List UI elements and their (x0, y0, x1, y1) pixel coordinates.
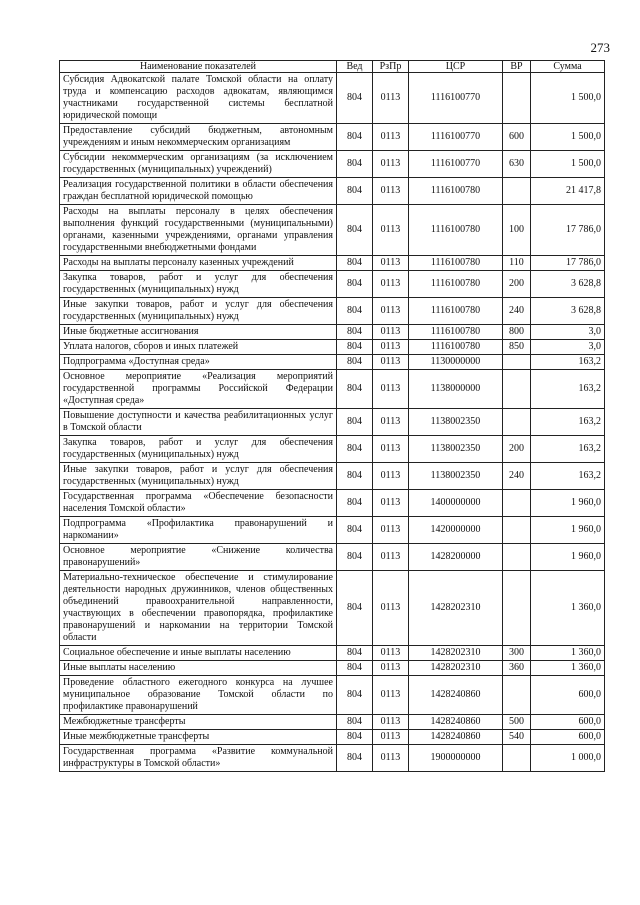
row-rzpr: 0113 (373, 73, 409, 124)
row-vr: 240 (503, 298, 531, 325)
row-csr: 1116100770 (409, 151, 503, 178)
row-name: Проведение областного ежегодного конкурса на лучшее муниципальное образование Томской области по профилактике правонарушений (60, 676, 337, 715)
row-csr: 1138000000 (409, 370, 503, 409)
page-number: 273 (590, 40, 610, 55)
row-sum: 1 000,0 (531, 745, 605, 772)
row-rzpr: 0113 (373, 463, 409, 490)
table-row (60, 370, 605, 409)
header-ved: Вед (337, 61, 373, 73)
row-sum: 163,2 (531, 409, 605, 436)
row-ved: 804 (337, 73, 373, 124)
row-rzpr: 0113 (373, 256, 409, 271)
row-name: Уплата налогов, сборов и иных платежей (60, 340, 337, 355)
row-vr (503, 178, 531, 205)
row-ved: 804 (337, 517, 373, 544)
table-row (60, 490, 605, 517)
row-rzpr: 0113 (373, 571, 409, 646)
row-sum: 3,0 (531, 340, 605, 355)
row-ved: 804 (337, 646, 373, 661)
table-row (60, 256, 605, 271)
row-name: Иные закупки товаров, работ и услуг для обеспечения государственных (муниципальных) нужд (60, 298, 337, 325)
row-sum: 1 960,0 (531, 517, 605, 544)
table-row (60, 544, 605, 571)
row-csr: 1138002350 (409, 409, 503, 436)
row-rzpr: 0113 (373, 124, 409, 151)
row-name: Иные бюджетные ассигнования (60, 325, 337, 340)
row-ved: 804 (337, 151, 373, 178)
table-row (60, 661, 605, 676)
row-sum: 600,0 (531, 730, 605, 745)
table-row (60, 676, 605, 715)
row-rzpr: 0113 (373, 271, 409, 298)
row-csr: 1428202310 (409, 571, 503, 646)
row-ved: 804 (337, 124, 373, 151)
row-rzpr: 0113 (373, 745, 409, 772)
row-ved: 804 (337, 436, 373, 463)
row-rzpr: 0113 (373, 370, 409, 409)
table-row (60, 517, 605, 544)
row-csr: 1428240860 (409, 730, 503, 745)
table-row (60, 571, 605, 646)
row-rzpr: 0113 (373, 544, 409, 571)
row-vr: 300 (503, 646, 531, 661)
row-csr: 1116100770 (409, 73, 503, 124)
row-ved: 804 (337, 409, 373, 436)
table-row (60, 436, 605, 463)
row-sum: 1 500,0 (531, 124, 605, 151)
row-sum: 3 628,8 (531, 271, 605, 298)
row-csr: 1428202310 (409, 646, 503, 661)
row-name: Расходы на выплаты персоналу казенных учреждений (60, 256, 337, 271)
row-rzpr: 0113 (373, 325, 409, 340)
row-csr: 1428202310 (409, 661, 503, 676)
row-sum: 1 360,0 (531, 571, 605, 646)
row-vr: 360 (503, 661, 531, 676)
row-vr: 500 (503, 715, 531, 730)
row-rzpr: 0113 (373, 715, 409, 730)
row-vr (503, 745, 531, 772)
row-sum: 163,2 (531, 370, 605, 409)
table-row (60, 745, 605, 772)
row-name: Предоставление субсидий бюджетным, автономным учреждениям и иным некоммерческим организациям (60, 124, 337, 151)
row-vr: 200 (503, 436, 531, 463)
row-rzpr: 0113 (373, 205, 409, 256)
table-row (60, 178, 605, 205)
table-row (60, 409, 605, 436)
header-sum: Сумма (531, 61, 605, 73)
row-ved: 804 (337, 715, 373, 730)
row-ved: 804 (337, 490, 373, 517)
row-vr (503, 355, 531, 370)
row-csr: 1130000000 (409, 355, 503, 370)
row-sum: 17 786,0 (531, 256, 605, 271)
table-header-row (60, 61, 605, 73)
row-vr: 200 (503, 271, 531, 298)
row-csr: 1428200000 (409, 544, 503, 571)
row-csr: 1400000000 (409, 490, 503, 517)
row-name: Иные выплаты населению (60, 661, 337, 676)
row-vr: 240 (503, 463, 531, 490)
row-rzpr: 0113 (373, 355, 409, 370)
row-vr (503, 490, 531, 517)
row-rzpr: 0113 (373, 646, 409, 661)
table-row (60, 298, 605, 325)
row-vr (503, 517, 531, 544)
row-name: Государственная программа «Обеспечение безопасности населения Томской области» (60, 490, 337, 517)
row-sum: 3 628,8 (531, 298, 605, 325)
table-row (60, 340, 605, 355)
row-rzpr: 0113 (373, 730, 409, 745)
row-vr: 800 (503, 325, 531, 340)
row-csr: 1138002350 (409, 463, 503, 490)
table-row (60, 325, 605, 340)
table-row (60, 355, 605, 370)
row-csr: 1900000000 (409, 745, 503, 772)
row-name: Основное мероприятие «Реализация мероприятий государственной программы Российской Федерации «Доступная среда» (60, 370, 337, 409)
row-sum: 163,2 (531, 355, 605, 370)
row-name: Субсидия Адвокатской палате Томской области на оплату труда и компенсацию расходов адвокатам, являющимся участниками государственной системы бесплатной юридической помощи (60, 73, 337, 124)
row-name: Иные межбюджетные трансферты (60, 730, 337, 745)
row-name: Закупка товаров, работ и услуг для обеспечения государственных (муниципальных) нужд (60, 271, 337, 298)
row-rzpr: 0113 (373, 409, 409, 436)
row-sum: 1 360,0 (531, 661, 605, 676)
row-ved: 804 (337, 271, 373, 298)
row-csr: 1428240860 (409, 715, 503, 730)
row-csr: 1116100780 (409, 298, 503, 325)
row-ved: 804 (337, 370, 373, 409)
row-sum: 3,0 (531, 325, 605, 340)
row-name: Основное мероприятие «Снижение количества правонарушений» (60, 544, 337, 571)
header-vr: ВР (503, 61, 531, 73)
row-ved: 804 (337, 298, 373, 325)
row-sum: 1 500,0 (531, 151, 605, 178)
row-ved: 804 (337, 676, 373, 715)
table-row (60, 463, 605, 490)
table-row (60, 271, 605, 298)
row-sum: 163,2 (531, 463, 605, 490)
row-sum: 600,0 (531, 676, 605, 715)
row-vr: 110 (503, 256, 531, 271)
row-name: Социальное обеспечение и иные выплаты населению (60, 646, 337, 661)
row-ved: 804 (337, 571, 373, 646)
table-row (60, 124, 605, 151)
row-sum: 1 960,0 (531, 490, 605, 517)
table-row (60, 715, 605, 730)
table-row (60, 205, 605, 256)
row-rzpr: 0113 (373, 178, 409, 205)
row-rzpr: 0113 (373, 661, 409, 676)
row-name: Повышение доступности и качества реабилитационных услуг в Томской области (60, 409, 337, 436)
row-csr: 1116100780 (409, 325, 503, 340)
row-name: Подпрограмма «Доступная среда» (60, 355, 337, 370)
row-sum: 600,0 (531, 715, 605, 730)
row-ved: 804 (337, 730, 373, 745)
row-name: Межбюджетные трансферты (60, 715, 337, 730)
row-rzpr: 0113 (373, 676, 409, 715)
row-ved: 804 (337, 325, 373, 340)
budget-table (59, 60, 605, 772)
row-rzpr: 0113 (373, 436, 409, 463)
row-csr: 1428240860 (409, 676, 503, 715)
row-vr: 540 (503, 730, 531, 745)
row-csr: 1116100780 (409, 340, 503, 355)
row-csr: 1116100780 (409, 205, 503, 256)
row-ved: 804 (337, 355, 373, 370)
table-row (60, 73, 605, 124)
row-sum: 1 360,0 (531, 646, 605, 661)
row-rzpr: 0113 (373, 517, 409, 544)
row-vr (503, 676, 531, 715)
header-csr: ЦСР (409, 61, 503, 73)
row-vr (503, 370, 531, 409)
table-body (60, 73, 605, 772)
row-ved: 804 (337, 463, 373, 490)
row-name: Реализация государственной политики в области обеспечения граждан бесплатной юридической помощью (60, 178, 337, 205)
row-csr: 1116100770 (409, 124, 503, 151)
row-ved: 804 (337, 745, 373, 772)
row-csr: 1116100780 (409, 178, 503, 205)
row-name: Иные закупки товаров, работ и услуг для обеспечения государственных (муниципальных) нужд (60, 463, 337, 490)
row-vr (503, 571, 531, 646)
row-vr: 630 (503, 151, 531, 178)
row-vr: 600 (503, 124, 531, 151)
row-vr (503, 409, 531, 436)
row-ved: 804 (337, 340, 373, 355)
table-row (60, 151, 605, 178)
row-sum: 1 500,0 (531, 73, 605, 124)
row-vr: 850 (503, 340, 531, 355)
row-ved: 804 (337, 544, 373, 571)
row-name: Подпрограмма «Профилактика правонарушений и наркомании» (60, 517, 337, 544)
row-name: Государственная программа «Развитие коммунальной инфраструктуры в Томской области» (60, 745, 337, 772)
row-vr (503, 544, 531, 571)
row-name: Субсидии некоммерческим организациям (за исключением государственных (муниципальных) учреждений) (60, 151, 337, 178)
row-ved: 804 (337, 178, 373, 205)
row-csr: 1420000000 (409, 517, 503, 544)
header-name: Наименование показателей (60, 61, 337, 73)
table-row (60, 730, 605, 745)
row-vr (503, 73, 531, 124)
row-name: Материально-техническое обеспечение и стимулирование деятельности народных дружинников, членов общественных объединений правоохранительной направленности, участвующих в обеспечении правопорядка, профилактике правонарушений и наркомании на территории Томской области (60, 571, 337, 646)
row-csr: 1116100780 (409, 256, 503, 271)
row-rzpr: 0113 (373, 151, 409, 178)
row-sum: 1 960,0 (531, 544, 605, 571)
row-sum: 21 417,8 (531, 178, 605, 205)
table-row (60, 646, 605, 661)
row-csr: 1116100780 (409, 271, 503, 298)
row-name: Расходы на выплаты персоналу в целях обеспечения выполнения функций государственными (муниципальными) органами, казенными учреждениями, органами управления государственными внебюджетными фондами (60, 205, 337, 256)
row-sum: 17 786,0 (531, 205, 605, 256)
row-ved: 804 (337, 661, 373, 676)
row-csr: 1138002350 (409, 436, 503, 463)
row-ved: 804 (337, 205, 373, 256)
row-rzpr: 0113 (373, 298, 409, 325)
row-rzpr: 0113 (373, 340, 409, 355)
row-sum: 163,2 (531, 436, 605, 463)
row-name: Закупка товаров, работ и услуг для обеспечения государственных (муниципальных) нужд (60, 436, 337, 463)
row-ved: 804 (337, 256, 373, 271)
row-vr: 100 (503, 205, 531, 256)
header-rzpr: РзПр (373, 61, 409, 73)
row-rzpr: 0113 (373, 490, 409, 517)
